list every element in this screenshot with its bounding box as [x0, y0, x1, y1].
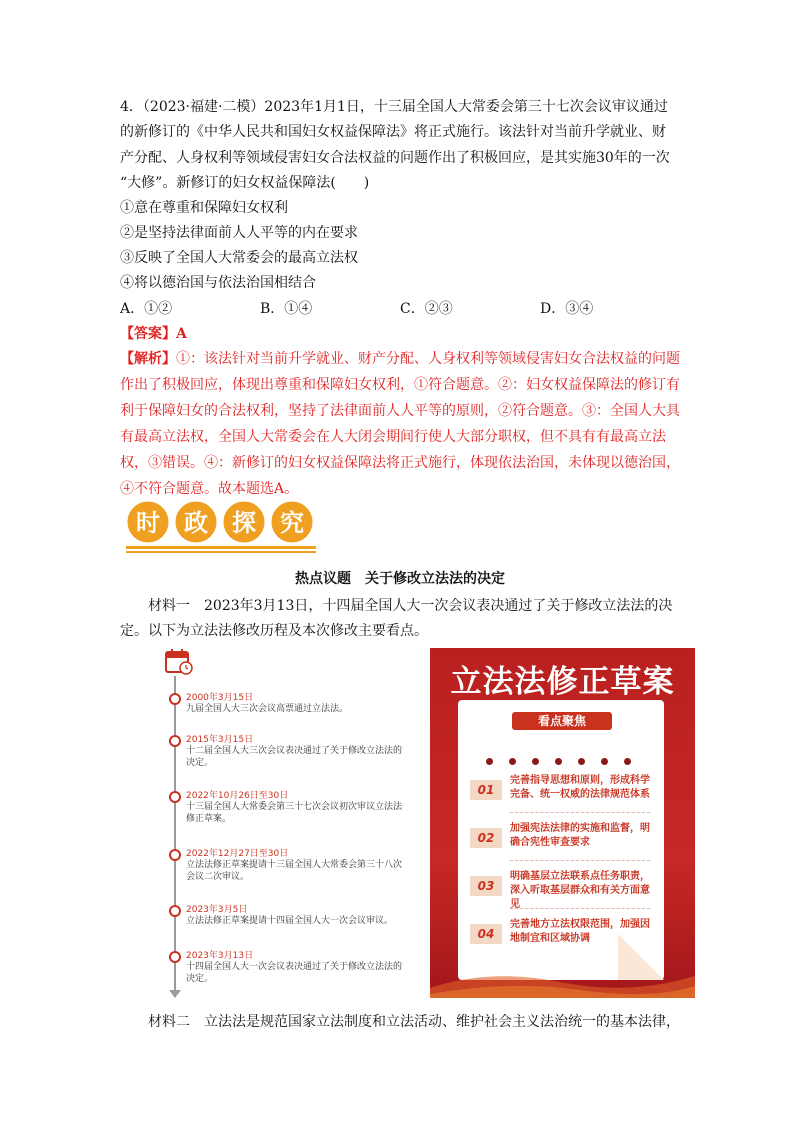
poster-item-text: 完善地方立法权限范围，加强因地制宜和区域协调: [510, 919, 650, 944]
banner-char-4: [270, 500, 314, 544]
analysis-text: ①：该法针对当前升学就业、财产分配、人身权利等领域侵害妇女合法权益的问题作出了积极回应，体现出尊重和保障妇女权利，①符合题意。②：妇女权益保障法的修订有利于保障妇女的合法权利，坚持了法律面前人人平等的原则，②符合题意。③：全国人大具有最高立法权，全国人大常委会在人大闭会期间行使人大部分职权，但不具有有最高立法权，③错误。④：新修订的妇女权益保障法将正式施行，体现依法治国，未体现以德治国，④不符合题意。故本题选A。: [120, 351, 680, 497]
timeline-date: 2000年3月15日: [186, 693, 254, 703]
material-2: 材料二 立法法是规范国家立法制度和立法活动、维护社会主义法治统一的基本法律，: [148, 1014, 680, 1030]
option-a: A．①②: [120, 301, 173, 317]
answer-tag: 【答案】: [120, 326, 176, 342]
poster-item-number: 02: [470, 828, 502, 848]
timeline-text: 立法法修正草案提请十三届全国人大常委会第三十八次会议二次审议。: [186, 860, 403, 882]
timeline-date: 2023年3月5日: [186, 905, 248, 915]
poster-item-number: 01: [470, 780, 502, 800]
timeline-text: 立法法修正草案提请十四届全国人大一次会议审议。: [186, 916, 394, 926]
svg-text:政: 政: [184, 509, 208, 537]
timeline-date: 2023年3月13日: [186, 951, 254, 961]
calendar-icon: [164, 648, 194, 676]
banner-char-1: [126, 500, 170, 544]
answer-line: [120, 323, 187, 345]
amendment-poster: [430, 648, 695, 998]
timeline-dot: [169, 693, 181, 705]
poster-item: [470, 868, 654, 910]
timeline-axis: [174, 676, 176, 996]
timeline-dot: [169, 951, 181, 963]
poster-wave-decoration: [430, 958, 695, 998]
svg-text:究: 究: [280, 509, 304, 537]
poster-title: 立法法修正草案: [450, 664, 675, 700]
material-1: 材料一 2023年3月13日，十四届全国人大一次会议表决通过了关于修改立法法的决定。以下为立法法修改历程及本次修改主要看点。: [120, 598, 673, 639]
timeline-dot: [169, 735, 181, 747]
question-item-2: ②是坚持法律面前人人平等的内在要求: [120, 225, 358, 241]
timeline-date: 2015年3月15日: [186, 735, 254, 745]
option-b: B．①④: [260, 301, 313, 317]
question-line-3: 产分配、人身权利等领域侵害妇女合法权益的问题作出了积极回应，是其实施30年的一次: [120, 150, 670, 166]
timeline-text: 十三届全国人大常委会第三十七次会议初次审议立法法修正草案。: [186, 802, 403, 824]
answer-value: A: [176, 326, 187, 342]
question-line-1: 4．（2023·福建·二模）2023年1月1日，十三届全国人大常委会第三十七次会议审议通过: [120, 99, 668, 115]
timeline-text: 十二届全国人大三次会议表决通过了关于修改立法法的决定。: [186, 746, 403, 768]
timeline-dot: [169, 905, 181, 917]
topic-title: 热点议题 关于修改立法法的决定: [295, 571, 505, 587]
poster-subtitle: 看点聚焦: [512, 712, 612, 730]
svg-text:探: 探: [232, 509, 256, 537]
poster-item-text: 完善指导思想和原则，形成科学完备、统一权威的法律规范体系: [510, 775, 650, 800]
timeline-dot: [169, 849, 181, 861]
timeline-date: 2022年10月26日至30日: [186, 791, 289, 801]
banner-char-3: [222, 500, 266, 544]
poster-card: [458, 700, 664, 980]
poster-item-number: 04: [470, 924, 502, 944]
poster-item-text: 明确基层立法联系点任务职责，深入听取基层群众和有关方面意见: [510, 871, 650, 910]
poster-item-text: 加强宪法法律的实施和监督，明确合宪性审查要求: [510, 823, 650, 848]
question-item-4: ④将以德治国与依法治国相结合: [120, 275, 316, 291]
question-line-2: 的新修订的《中华人民共和国妇女权益保障法》将正式施行。该法针对当前升学就业、财: [120, 124, 666, 140]
question-item-3: ③反映了全国人大常委会的最高立法权: [120, 250, 358, 266]
analysis-tag: 【解析】: [120, 351, 176, 367]
poster-item: [470, 820, 654, 862]
timeline-date: 2022年12月27日至30日: [186, 849, 289, 859]
timeline-dot: [169, 791, 181, 803]
analysis-block: [120, 346, 690, 502]
poster-item-number: 03: [470, 876, 502, 896]
option-d: D．③④: [540, 301, 594, 317]
question-item-1: ①意在尊重和保障妇女权利: [120, 200, 288, 216]
amendment-timeline: [160, 648, 410, 998]
binder-rings: [486, 750, 636, 769]
timeline-text: 十四届全国人大一次会议表决通过了关于修改立法法的决定。: [186, 962, 403, 984]
banner-char-2: [174, 500, 218, 544]
option-c: C．②③: [400, 301, 453, 317]
timeline-text: 九届全国人大三次会议高票通过立法法。: [186, 704, 349, 714]
svg-text:时: 时: [136, 509, 160, 537]
poster-item: [470, 772, 654, 814]
question-line-4: “大修”。新修订的妇女权益保障法( ): [120, 175, 370, 191]
section-banner: [120, 496, 320, 556]
timeline-arrow: [169, 990, 181, 998]
